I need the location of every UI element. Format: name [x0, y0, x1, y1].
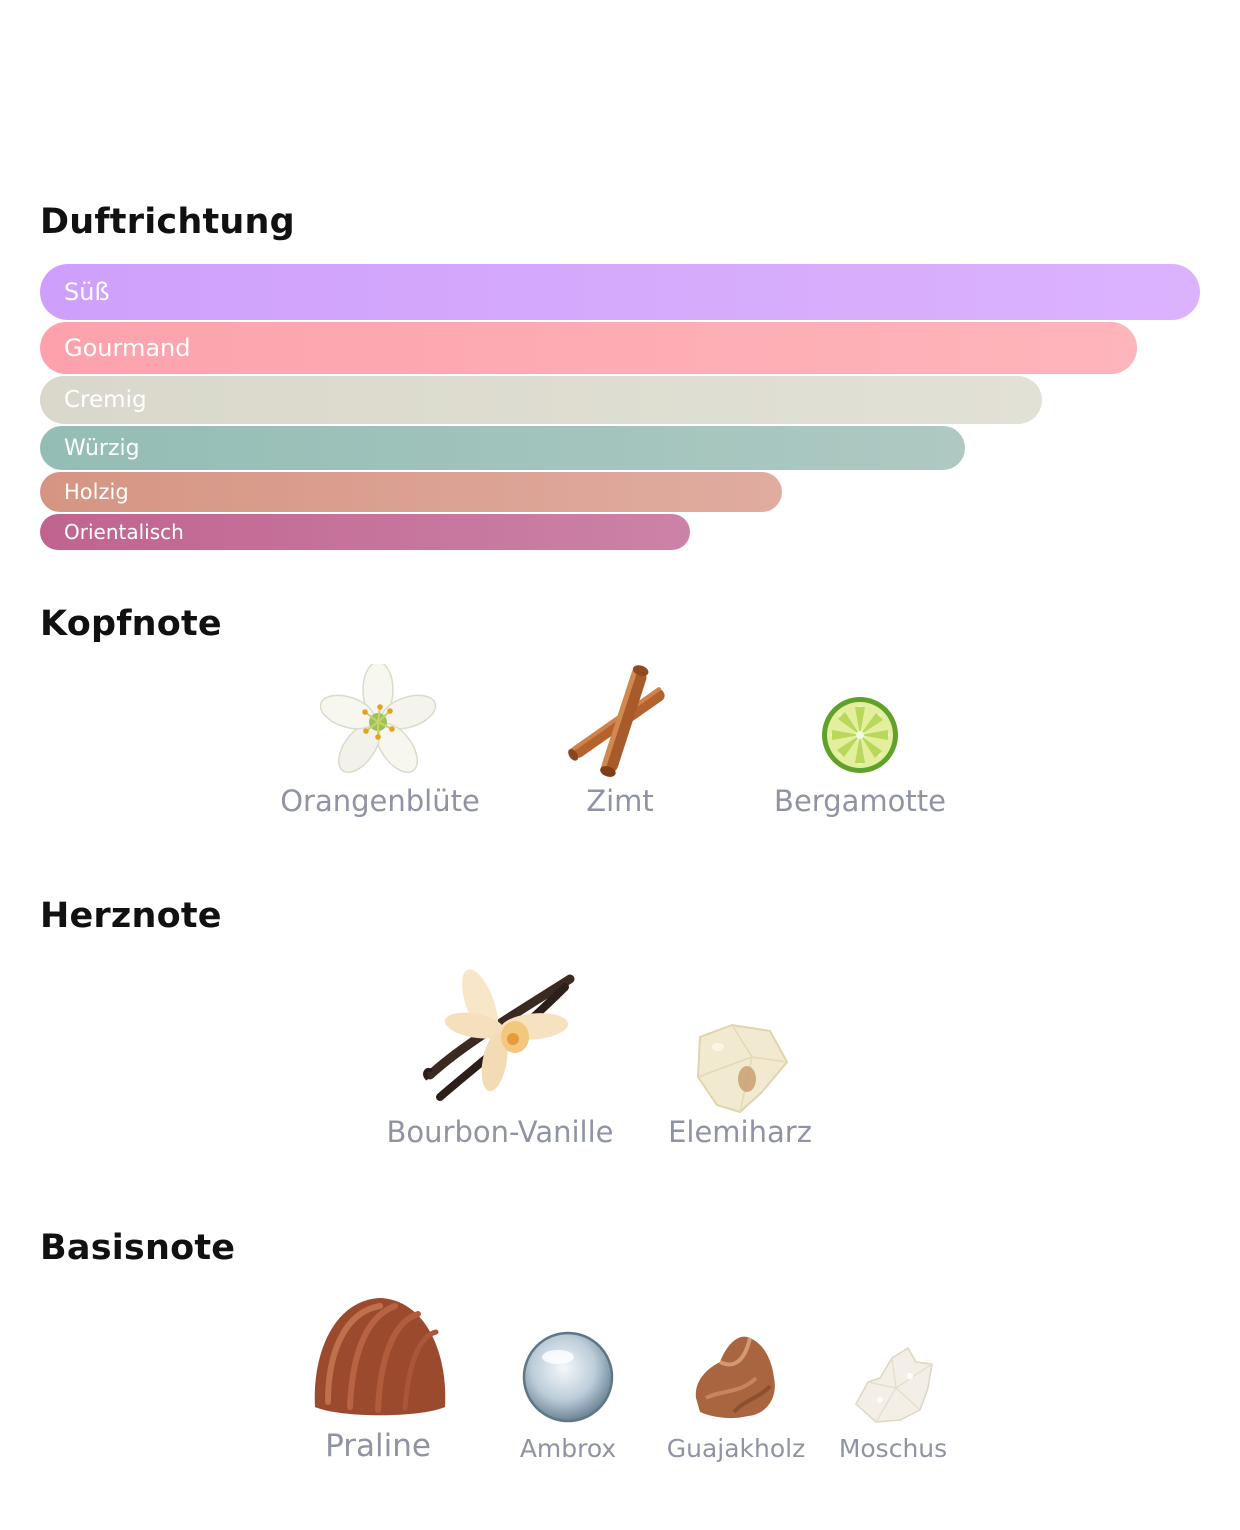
note-moschus	[828, 1290, 958, 1470]
scent-bar-wuerzig	[40, 426, 965, 470]
note-guajakholz	[666, 1290, 806, 1470]
note-ambrox	[498, 1290, 638, 1470]
scent-bar-label: Cremig	[64, 387, 147, 413]
ambrox-icon	[518, 1327, 618, 1427]
note-label: Ambrox	[519, 1434, 617, 1463]
note-orangenbluete	[280, 660, 480, 830]
note-label: Zimt	[586, 784, 654, 818]
musk-icon	[850, 1342, 940, 1432]
heart-notes-title: Herznote	[40, 896, 222, 936]
vanilla-icon	[420, 957, 580, 1107]
note-label: Guajakholz	[666, 1434, 806, 1463]
note-label: Moschus	[838, 1434, 948, 1463]
scent-bar-label: Würzig	[64, 435, 140, 461]
scent-bar-suess	[40, 264, 1200, 320]
note-label: Bourbon-Vanille	[386, 1115, 614, 1149]
scent-bar-orientalisch	[40, 514, 690, 550]
scent-bar-label: Gourmand	[64, 334, 191, 362]
scent-bar-gourmand	[40, 322, 1137, 374]
scent-direction-title: Duftrichtung	[40, 202, 295, 242]
guaiac-wood-icon	[686, 1328, 786, 1428]
cinnamon-icon	[560, 662, 680, 782]
note-bergamotte	[760, 660, 960, 830]
scent-bar-holzig	[40, 472, 782, 512]
scent-bar-label: Orientalisch	[64, 520, 184, 544]
note-bourbon-vanille	[386, 955, 614, 1165]
orange-blossom-icon	[320, 664, 440, 784]
top-notes-title: Kopfnote	[40, 604, 222, 644]
note-elemiharz	[640, 955, 840, 1165]
scent-bar-label: Holzig	[64, 480, 129, 504]
note-label: Elemiharz	[668, 1115, 812, 1149]
note-label: Orangenblüte	[280, 784, 480, 818]
note-label: Praline	[325, 1428, 431, 1464]
elemi-resin-icon	[692, 1017, 792, 1117]
scent-bar-cremig	[40, 376, 1042, 424]
praline-icon	[310, 1292, 450, 1422]
note-zimt	[520, 660, 720, 830]
base-notes-title: Basisnote	[40, 1228, 236, 1268]
bergamot-icon	[800, 660, 920, 780]
note-label: Bergamotte	[774, 784, 946, 818]
note-praline	[298, 1290, 458, 1470]
scent-bar-label: Süß	[64, 278, 110, 306]
